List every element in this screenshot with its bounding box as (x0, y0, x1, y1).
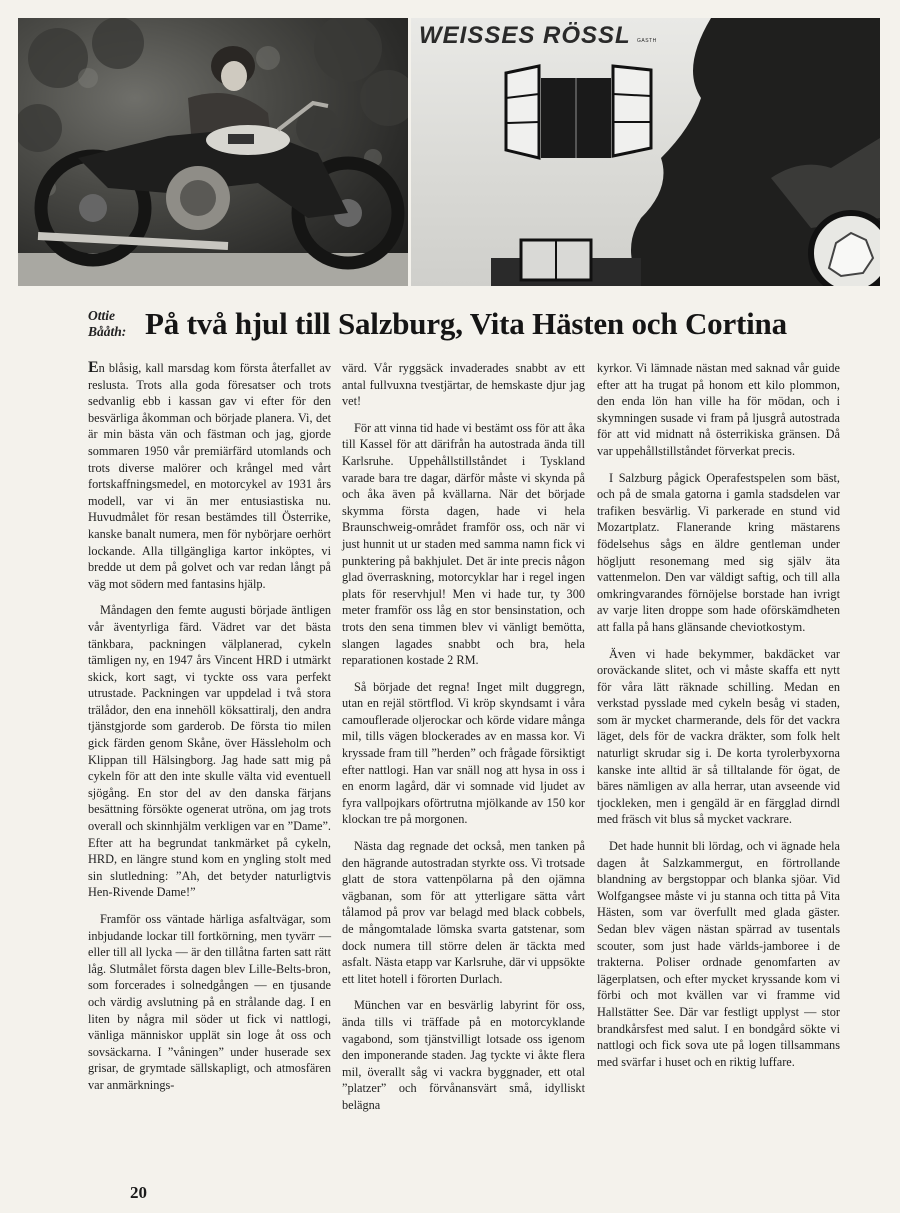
paragraph: kyrkor. Vi lämnade nästan med saknad vår guide efter att ha trugat på honom ett kilo plommon, den enda lön han ville ha för mödan, och i skymningen susade vi fram på ljusgrå autostrada för att vid midnatt nå österrikiska gränsen. Då var uppehållstillståndet förverkat precis. (597, 361, 840, 458)
paragraph: För att vinna tid hade vi bestämt oss för att åka till Kassel för att därifrån ha autostrada ända till Karlsruhe. Uppehållstillståndet i Tyskland varade bara tre dagar, därför måste vi skynda på och åka även på kvällarna. När det började skymma första dagen, hade vi hela Braunschweig-området framför oss, och när vi just hunnit ut ur staden med samma namn fick vi punktering på bakhjulet. Det är inte precis någon glad överraskning, motorcyklar har i regel ingen plats för reservhjul! Men vi hade tur, ty 300 meter framför oss låg en stor bensinstation, och trots den sena timmen blev vi vänligt bemötta, slangen lagades snabbt och bra, hela reparationen kostade 2 RM. (342, 420, 585, 668)
header-photos (18, 18, 880, 286)
paragraph: värd. Vår ryggsäck invaderades snabbt av ett antal fullvuxna tvestjärtar, de hemskaste djur jag vet! (342, 361, 585, 409)
paragraph: Även vi hade bekymmer, bakdäcket var oroväckande slitet, och vi måste skaffa ett nytt för våra lätt räknade schilling. Medan en verkstad pysslade med cykeln besåg vi staden, som är mycket charmerande, dels för det vackra läget, dels för de vackra dräkter, som folk helt naturligt skrudar sig i. De korta tyrolerbyxorna kanske inte alltid är så tilltalande för ögat, de bäres nämligen av alla herrar, utan avseende vid tjockleken, men i gengäld är en färgglad dirndl med fräsch vit blus så mycket vackrare. (597, 646, 840, 827)
paragraph: München var en besvärlig labyrint för oss, ända tills vi träffade på en motorcyklande vagabond, som tjänstvilligt lotsade oss igenom den imponerande staden. Jag tyckte vi åkte flera mil, överallt såg vi vackra byggnader, ett otal ”platzer” och förvånansvärt små, idylliskt belägna (342, 998, 585, 1112)
author-name: Ottie Bååth: (88, 308, 127, 339)
paragraph: Framför oss väntade härliga asfaltvägar, som inbjudande lockar till fortkörning, men tyvärr — eller till all lycka — är den tillåtna farten satt rätt låg. Slutmålet första dagen blev Lille-Belts-bron, som forcerades i solnedgången — en tjusande och värdig avslutning på en strålande dag. I en liten by några mil söder ut fick vi nattlogi, vänliga människor upplät sin loge åt oss och sovsäckarna. I ”våningen” under huserade sex grisar, de grymtade sällskapligt, och atmosfären var anmärknings- (88, 912, 331, 1092)
inn-illustration (411, 18, 880, 286)
inn-photo (411, 18, 880, 286)
article-title: På två hjul till Salzburg, Vita Hästen och Cortina (145, 306, 787, 341)
paragraph (88, 360, 331, 592)
motorcycle-photo (18, 18, 408, 286)
text-column-2 (342, 360, 585, 1114)
initial-letter: E (88, 359, 99, 376)
paragraph-text: n blåsig, kall marsdag kom första återfallet av reslusta. Trots alla goda föresatser och trots sedvanlig ebb i kassan gav vi efter för den besvärliga åkomman och började planera. Vi, det är min bästa vän och fästman och jag, gjorde sommaren 1950 vår premiärfärd utomlands och trots diverse malörer och krångel med vårt fortskaffningsmedel, en motorcykel av 1931 års modell, var vi än mer entusiastiska nu. Huvudmålet för resan bestämdes till Österrike, kanske banalt numera, men för nybörjare oerhört lockande. Alla tillgängliga kartor inköptes, vi bredde ut dem på golvet och var redan långt på väg mot södern med fantasins hjälp. (88, 361, 331, 591)
text-column-3 (597, 360, 840, 1070)
paragraph: Det hade hunnit bli lördag, och vi ägnade hela dagen åt Salzkammergut, en förtrollande blandning av bergstoppar och blanka sjöar. Vid Wolfgangsee måste vi ju stanna och titta på Vita Hästen, som var överfullt med glada gäster. Sedan blev vägen nästan spärrad av tusentals scouter, som just hade världs-jamboree i de trakterna. Poliser ordnade genomfarten av lägerplatsen, och efter mycket kryssande kom vi förbi och mot kvällen var vi framme vid Hallstätter See. Där var festligt upplyst — stor brandkårsfest med salut. I en bondgård sökte vi nattlogi och fick sova ute på logen tillsammans med svärfar i huset och en riktig luffare. (597, 839, 840, 1069)
text-column-1 (88, 360, 331, 1094)
page-number: 20 (130, 1183, 147, 1202)
motorcycle-illustration (18, 18, 408, 286)
inn-sign-text: WEISSES RÖSSL (419, 22, 631, 49)
paragraph: I Salzburg pågick Operafestspelen som bäst, och på de smala gatorna i gamla stadsdelen var trafiken besvärlig. Vi parkerade en stund vid Mozartplatz. Flanerande kring mästarens födelsehus sågs en äldre gentleman under högljutt resonemang med sig själv äta vattenmelon. Den var väldigt saftig, och till alla omkringvarandes förnöjelse borstade han ivrigt av varje liten droppe som hade oförskämdheten att falla på hans glänsande cheviotkostym. (597, 470, 840, 634)
article-headline (88, 306, 888, 356)
paragraph: Så började det regna! Inget milt duggregn, utan en rejäl störtflod. Vi kröp skyndsamt i våra camouflerade oljerockar och körde vidare många mil, tills vägen blockerades av en massa kor. Vi kryssade fram till ”herden” och frågade försiktigt efter nattlogi. Han var snäll nog att hysa in oss i en enorm lagård, där vi somnade vid ljudet av fyra vallpojkars oförtrutna mjölkande av 150 kor klockan tre på morgonen. (342, 679, 585, 827)
inn-sign-small-text: GASTH (637, 38, 657, 44)
paragraph: Nästa dag regnade det också, men tanken på den hägrande autostradan styrkte oss. Vi trotsade glatt de stora vattenpölarna på den ojämna vägbanan, som för att ytterligare sätta vårt tålamod på prov var belagd med black cobbels, de mångomtalade lömska svarta gatstenar, som dock numera till större delen är täckta med asfalt. Nästa etapp var Karlsruhe, där vi uppsökte ett litet hotell i förorten Durlach. (342, 839, 585, 986)
paragraph: Måndagen den femte augusti började äntligen vår äventyrliga färd. Vädret var det bästa tänkbara, packningen välplanerad, cykeln tämligen ny, en 1947 års Vincent HRD i utmärkt skick, kort sagt, vi tyckte oss vara perfekt utrustade. Packningen var uppdelad i två stora trälådor, den ena innehöll köksattiralj, den andra tjänstgjorde som garderob. De första tio milen gick färden genom Skåne, över Hässleholm och Klippan till Hälsingborg. Jag hade satt mig på cykeln för att den inte skulle välta vid eventuell sjögång. En stor del av den danska färjans besättning försökte ogenerat utröna, om jag trots overall och skinnhjälm verkligen var en ”Dame”. Efter att ha begrundat tankmärket på cykeln, HRD, en längre stund kom en yngling stolt med sin slutledning: ”Ah, det betyder naturligtvis Hen-Rivende Dame!” (88, 603, 331, 900)
